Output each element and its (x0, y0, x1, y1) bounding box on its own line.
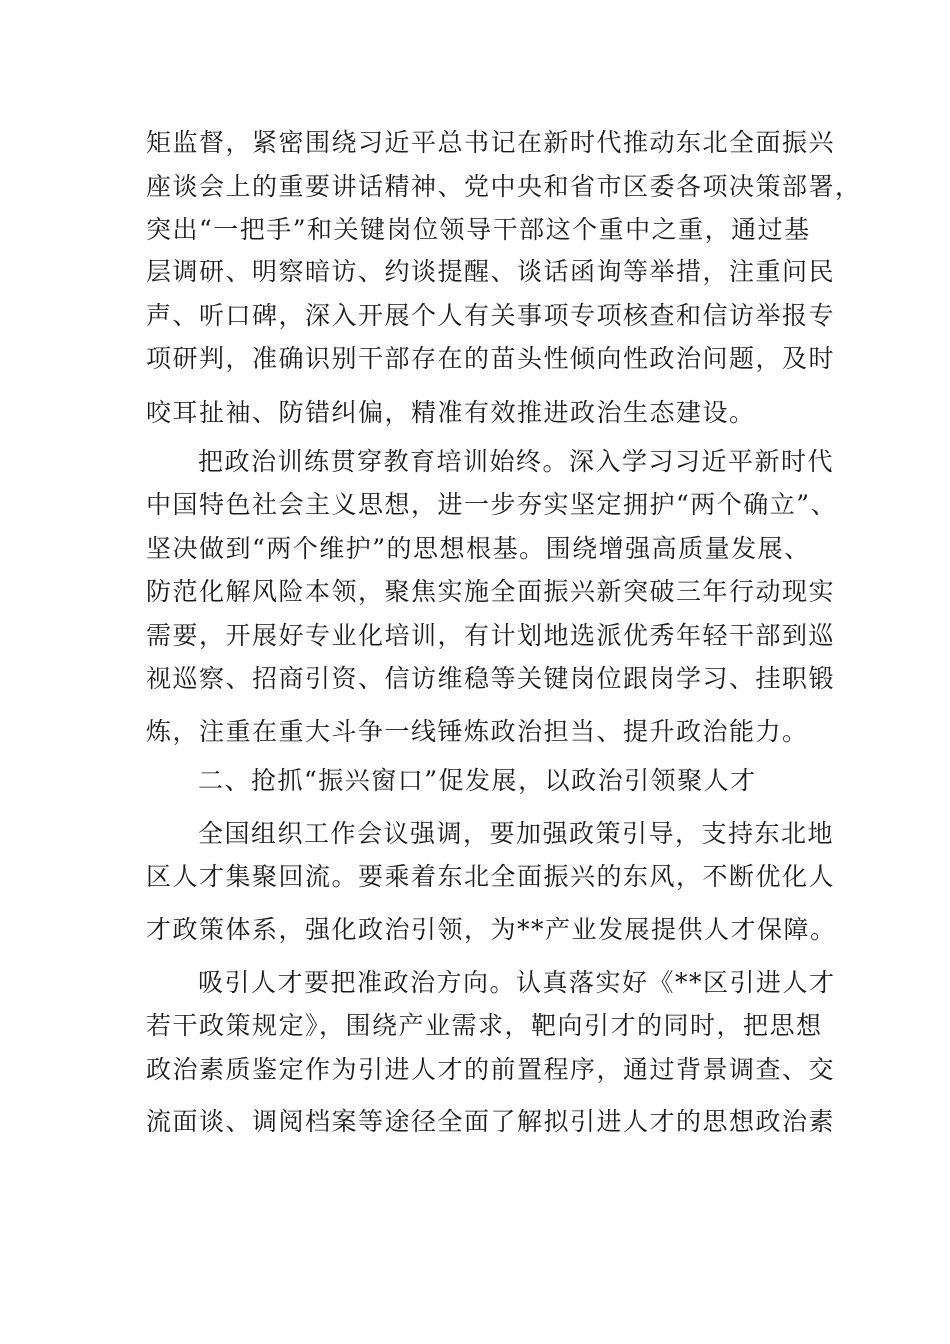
text-line: 中国特色社会主义思想，进一步夯实坚定拥护“两个确立”、 (146, 490, 838, 519)
text-line: 防范化解风险本领，聚焦实施全面振兴新突破三年行动现实 (146, 577, 836, 606)
paragraph-first-line: 把政治训练贯穿教育培训始终。深入学习习近平新时代 (198, 447, 835, 476)
text-line: 突出“一把手”和关键岗位领导干部这个重中之重，通过基 (146, 215, 811, 244)
text-line: 流面谈、调阅档案等途径全面了解拟引进人才的思想政治素 (146, 1107, 836, 1136)
text-line: 声、听口碑，深入开展个人有关事项专项核查和信访举报专 (146, 301, 836, 330)
text-line: 政治素质鉴定作为引进人才的前置程序，通过背景调查、交 (146, 1055, 836, 1084)
paragraph-first-line: 全国组织工作会议强调，要加强政策引导，支持东北地 (198, 819, 835, 848)
text-line: 视巡察、招商引资、信访维稳等关键岗位跟岗学习、挂职锻 (146, 664, 836, 693)
text-line: 层调研、明察暗访、约谈提醒、谈话函询等举措，注重问民 (146, 257, 836, 286)
text-line: 区人才集聚回流。要乘着东北全面振兴的东风，不断优化人 (146, 862, 836, 891)
text-line: 座谈会上的重要讲话精神、党中央和省市区委各项决策部署， (146, 172, 862, 201)
text-line: 咬耳扯袖、防错纠偏，精准有效推进政治生态建设。 (146, 398, 756, 427)
text-line: 需要，开展好专业化培训，有计划地选派优秀年轻干部到巡 (146, 621, 836, 650)
text-line: 炼，注重在重大斗争一线锤炼政治担当、提升政治能力。 (146, 717, 809, 746)
text-line: 才政策体系，强化政治引领，为**产业发展提供人才保障。 (146, 915, 837, 944)
text-line: 若干政策规定》，围绕产业需求，靶向引才的同时，把思想 (146, 1011, 823, 1040)
section-heading: 二、抢抓“振兴窗口”促发展，以政治引领聚人才 (198, 766, 757, 795)
paragraph-first-line: 吸引人才要把准政治方向。认真落实好《**区引进人才 (198, 968, 836, 997)
text-line: 坚决做到“两个维护”的思想根基。围绕增强高质量发展、 (146, 534, 811, 563)
text-line: 矩监督，紧密围绕习近平总书记在新时代推动东北全面振兴 (146, 128, 836, 157)
text-line: 项研判，准确识别干部存在的苗头性倾向性政治问题，及时 (146, 344, 836, 373)
